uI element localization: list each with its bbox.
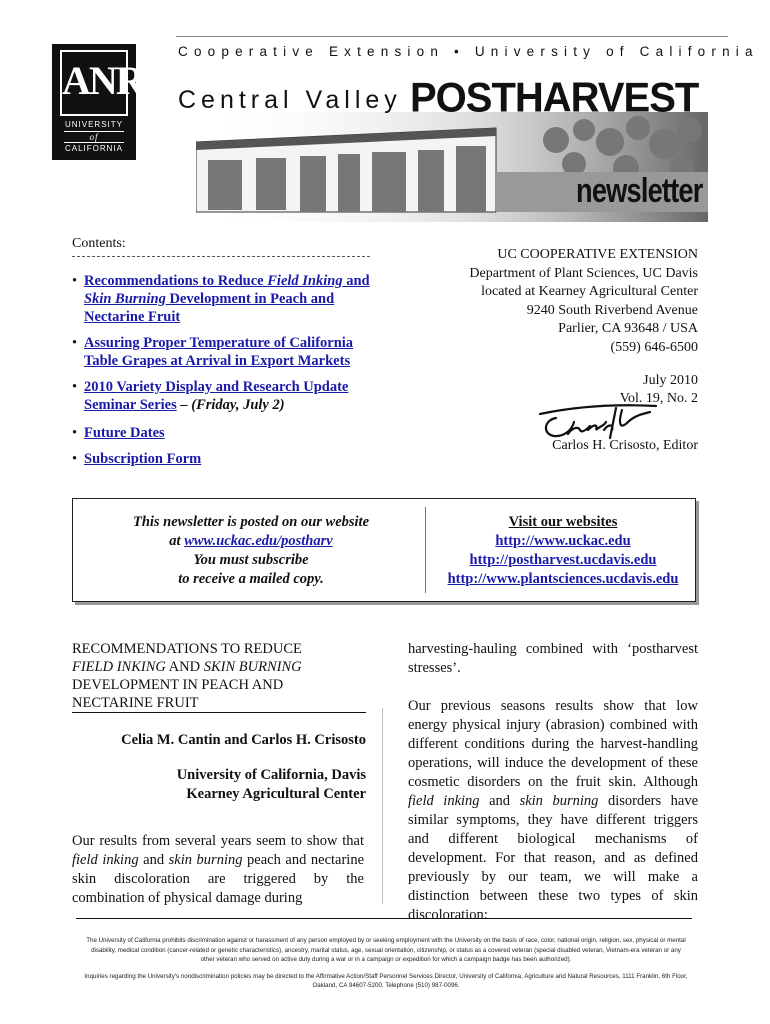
article-title-line: RECOMMENDATIONS TO REDUCE <box>72 641 302 657</box>
address-line: UC COOPERATIVE EXTENSION <box>497 247 698 262</box>
website-notice <box>81 513 421 589</box>
para-em: skin burning <box>168 852 243 868</box>
toc-item-table-grapes[interactable] <box>72 334 372 370</box>
title-text: AND <box>165 659 204 675</box>
notice-text: at <box>169 533 185 549</box>
bullet-icon: • <box>72 273 78 289</box>
address-line: Parlier, CA 93648 / USA <box>558 321 698 336</box>
article-title-line: DEVELOPMENT IN PEACH AND <box>72 677 284 693</box>
logo-line-california: CALIFORNIA <box>64 144 123 153</box>
toc-link-variety-display[interactable]: 2010 Variety Display and Research Update Seminar Series <box>84 379 349 413</box>
anr-logo <box>52 44 143 160</box>
toc-text: Recommendations to Reduce <box>84 273 268 289</box>
title-em: FIELD INKING <box>72 659 166 675</box>
toc-item-future-dates[interactable] <box>72 424 372 442</box>
address-line: located at Kearney Agricultural Center <box>481 284 698 299</box>
bullet-icon: • <box>72 451 78 467</box>
address-block <box>378 246 698 357</box>
website-link-postharvest[interactable]: http://postharvest.ucdavis.edu <box>469 552 657 568</box>
websites-title: Visit our websites <box>508 514 618 530</box>
article-affiliation <box>72 766 366 804</box>
contents-label: Contents: <box>72 236 126 251</box>
para-text: and <box>138 852 169 868</box>
toc-link-field-inking[interactable] <box>84 272 372 326</box>
bullet-icon: • <box>72 425 78 441</box>
footer-notice <box>84 936 688 998</box>
title-em: SKIN BURNING <box>203 659 302 675</box>
article-title-rule <box>72 712 366 713</box>
para-em: field inking <box>408 793 480 809</box>
address-line: (559) 646-6500 <box>610 339 698 355</box>
toc-em: Field Inking <box>267 273 343 289</box>
nondiscrimination-statement: The University of California prohibits discrimination against or harassment of any person employed by or seeking employment with the University on the basis of race, color, national origin, religion, sex, physical or mental disability, medical condition (cancer-related or genetic characteristics), ancestry, marital status, age, sexual orientation, citizenship, or status as a covered veteran (special disabled veteran, Vietnam-era veteran or any other veteran who served on active duty during a war or in a campaign or expedition for which a campaign badge has been authorized). <box>86 937 686 963</box>
para-text: and <box>479 793 520 809</box>
logo-line-university: UNIVERSITY <box>64 120 123 129</box>
article-title-line: NECTARINE FRUIT <box>72 695 199 711</box>
header-top-rule <box>176 36 728 37</box>
address-line: 9240 South Riverbend Avenue <box>526 302 698 318</box>
notice-line: This newsletter is posted on our website <box>132 514 370 530</box>
editor-name: Carlos H. Crisosto, Editor <box>552 438 698 453</box>
para-em: skin burning <box>519 793 599 809</box>
issue-volume: Vol. 19, No. 2 <box>619 391 698 406</box>
footer-rule <box>76 918 692 919</box>
notice-line: You must subscribe <box>193 552 309 568</box>
column-rule <box>382 708 383 904</box>
box-divider <box>425 507 426 593</box>
para-text: peach and nectarine skin discoloration are triggered by the combination of physical damage during <box>72 852 365 906</box>
logo-letters: ANR <box>60 50 128 116</box>
toc-variety-text <box>84 378 372 414</box>
logo-text <box>56 120 132 154</box>
bullet-icon: • <box>72 335 78 351</box>
logo-line-of: of <box>64 131 124 143</box>
newsletter-title: newsletter <box>576 172 703 210</box>
websites-list <box>433 513 693 589</box>
para-text: Our previous seasons results show that low energy physical injury (abrasion) combined with different conditions during the harvest-handling operations, will induce the development of these cosmetic disorders on the fruit skin. Although <box>408 698 698 790</box>
toc-text: Development in Peach and Nectarine Fruit <box>84 291 335 325</box>
toc-item-variety-display[interactable] <box>72 378 372 414</box>
article-title-line <box>72 658 372 676</box>
para-em: field inking <box>72 852 139 868</box>
toc-em: Skin Burning <box>84 291 166 307</box>
notice-line: to receive a mailed copy. <box>178 571 324 587</box>
article-paragraph: harvesting-hauling combined with ‘postharvest stresses’. <box>408 641 698 676</box>
website-link-plantsciences[interactable]: http://www.plantsciences.ucdavis.edu <box>447 571 679 587</box>
issue-date: July 2010 <box>643 373 698 388</box>
address-line: Department of Plant Sciences, UC Davis <box>469 265 698 281</box>
notice-line <box>81 532 421 551</box>
article-authors: Celia M. Cantin and Carlos H. Crisosto <box>121 732 366 748</box>
toc-item-subscription[interactable] <box>72 450 372 468</box>
para-text: disorders have similar symptoms, they have different triggers and different biological mechanisms of development. For that reason, and as defined previously by our team, we will make a distinction between these two types of skin discoloration: <box>408 793 699 923</box>
toc-link-future-dates[interactable]: Future Dates <box>84 425 165 441</box>
toc-text: and <box>342 273 370 289</box>
toc-variety-date: – (Friday, July 2) <box>176 397 285 413</box>
toc-link-table-grapes[interactable]: Assuring Proper Temperature of California Table Grapes at Arrival in Export Markets <box>84 335 354 369</box>
toc-link-subscription[interactable]: Subscription Form <box>84 451 202 467</box>
website-link-postharv[interactable]: www.uckac.edu/postharv <box>184 533 333 549</box>
contents-rule <box>72 256 370 257</box>
article-paragraph <box>72 832 364 908</box>
article-title <box>72 640 372 712</box>
para-text: Our results from several years seem to show that <box>72 833 364 849</box>
affiliation-line: University of California, Davis <box>176 767 366 783</box>
cooperative-extension-line: Cooperative Extension • University of California <box>178 44 759 59</box>
central-valley-title: Central Valley <box>178 86 402 114</box>
bullet-icon: • <box>72 379 78 395</box>
affiliation-line: Kearney Agricultural Center <box>186 786 366 802</box>
website-info-box <box>72 498 696 602</box>
postharvest-title: POSTHARVEST <box>410 74 699 122</box>
website-link-uckac[interactable]: http://www.uckac.edu <box>495 533 631 549</box>
toc-item-field-inking[interactable] <box>72 272 372 326</box>
inquiries-statement: Inquiries regarding the University's nondiscrimination policies may be directed to the Affirmative Action/Staff Personnel Services Director, University of California, Agriculture and Natural Resources, 1111 Franklin, 6th Floor, Oakland, CA 94607-5200. Telephone (510) 987-0096. <box>84 972 688 989</box>
article-column-2 <box>408 640 698 944</box>
article-paragraph <box>408 697 698 925</box>
